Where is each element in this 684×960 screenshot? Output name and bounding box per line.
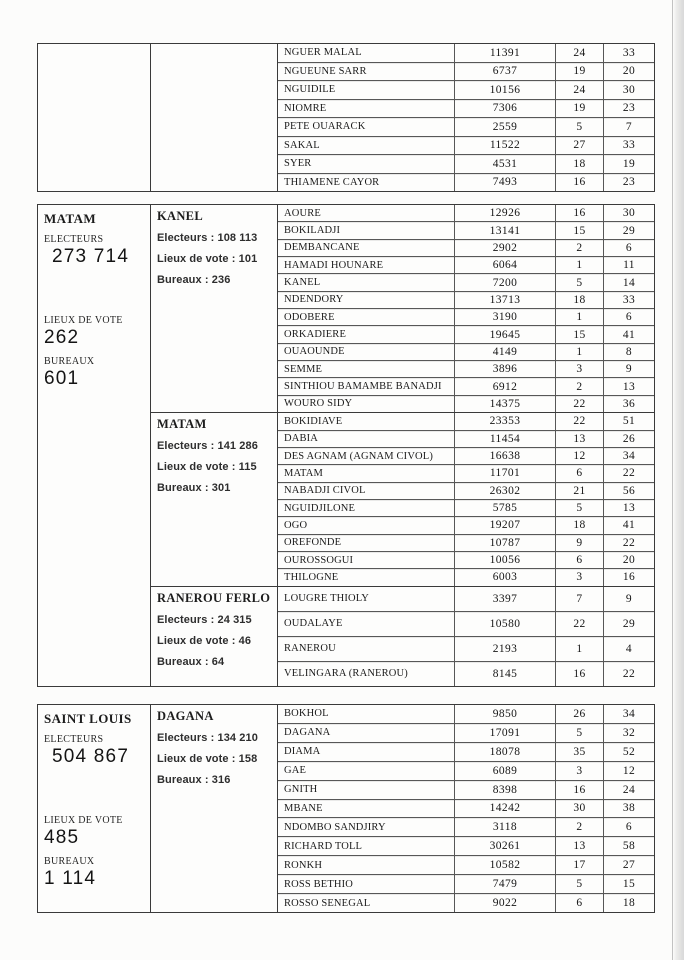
department-name: KANEL bbox=[157, 209, 203, 223]
lieux-de-vote-value: 16 bbox=[555, 174, 603, 192]
commune-row bbox=[278, 395, 654, 412]
department-detail-line: Lieux de vote : 115 bbox=[157, 461, 257, 474]
bureaux-value: 41 bbox=[603, 517, 654, 533]
electeurs-value: 11701 bbox=[454, 465, 555, 481]
commune-name: NGUER MALAL bbox=[284, 47, 362, 59]
lieux-de-vote-value: 1 bbox=[555, 344, 603, 360]
bureaux-value: 16 bbox=[603, 569, 654, 585]
lieux-de-vote-value: 2 bbox=[555, 240, 603, 256]
commune-name: DAGANA bbox=[284, 727, 331, 739]
bureaux-value: 14 bbox=[603, 274, 654, 290]
department-stack bbox=[151, 44, 654, 191]
commune-name: NDOMBO SANDJIRY bbox=[284, 821, 386, 833]
commune-name: VELINGARA (RANEROU) bbox=[284, 668, 408, 680]
table-block-matam bbox=[37, 204, 655, 687]
department-section bbox=[151, 705, 654, 912]
commune-name: NABADJI CIVOL bbox=[284, 485, 366, 497]
electeurs-value: 2559 bbox=[454, 118, 555, 136]
lieux-de-vote-value: 16 bbox=[555, 205, 603, 221]
lieux-de-vote-value: 3 bbox=[555, 361, 603, 377]
commune-row bbox=[278, 325, 654, 342]
bureaux-value: 24 bbox=[603, 781, 654, 799]
lieux-de-vote-value: 18 bbox=[555, 517, 603, 533]
commune-name: LOUGRE THIOLY bbox=[284, 593, 369, 605]
commune-name: RONKH bbox=[284, 859, 323, 871]
department-detail-line: Lieux de vote : 158 bbox=[157, 753, 258, 765]
commune-name: OREFONDE bbox=[284, 537, 342, 549]
commune-name: AOURE bbox=[284, 207, 321, 219]
department-info-cell bbox=[151, 413, 278, 585]
commune-row bbox=[278, 154, 654, 173]
commune-name: NGUIDILE bbox=[284, 84, 336, 96]
electeurs-value: 10156 bbox=[454, 81, 555, 99]
electeurs-value: 3397 bbox=[454, 587, 555, 611]
electeurs-value: 6003 bbox=[454, 569, 555, 585]
commune-row bbox=[278, 136, 654, 155]
lieux-de-vote-value: 15 bbox=[555, 222, 603, 238]
lieux-de-vote-value: 13 bbox=[555, 837, 603, 855]
department-detail-line: Electeurs : 134 210 bbox=[157, 732, 258, 744]
bureaux-value: 29 bbox=[603, 612, 654, 636]
bureaux-value: 22 bbox=[603, 662, 654, 686]
commune-row bbox=[278, 291, 654, 308]
bureaux-value: 51 bbox=[603, 413, 654, 429]
lieux-de-vote-value: 1 bbox=[555, 637, 603, 661]
commune-name: ORKADIERE bbox=[284, 329, 347, 341]
bureaux-value: 26 bbox=[603, 431, 654, 447]
commune-name: OUROSSOGUI bbox=[284, 554, 354, 566]
department-name: RANEROU FERLO bbox=[157, 590, 271, 605]
region-summary-cell bbox=[38, 205, 151, 686]
commune-row bbox=[278, 636, 654, 661]
lieux-de-vote-value: 27 bbox=[555, 137, 603, 155]
commune-name: HAMADI HOUNARE bbox=[284, 259, 384, 271]
department-detail-line: Bureaux : 301 bbox=[157, 482, 231, 495]
lieux-de-vote-value: 22 bbox=[555, 413, 603, 429]
commune-row bbox=[278, 447, 654, 464]
bureaux-value: 22 bbox=[603, 535, 654, 551]
region-summary-cell bbox=[38, 44, 151, 191]
electeurs-value: 10582 bbox=[454, 856, 555, 874]
lieux-de-vote-value: 16 bbox=[555, 781, 603, 799]
commune-row bbox=[278, 855, 654, 874]
commune-name: BOKHOL bbox=[284, 708, 329, 720]
department-detail-line: Electeurs : 108 113 bbox=[157, 232, 258, 244]
commune-name: WOURO SIDY bbox=[284, 398, 353, 410]
commune-name: BOKILADJI bbox=[284, 225, 341, 237]
lieux-de-vote-value: 5 bbox=[555, 274, 603, 290]
commune-row bbox=[278, 534, 654, 551]
electeurs-value: 26302 bbox=[454, 483, 555, 499]
department-detail-line: Lieux de vote : 101 bbox=[157, 253, 258, 265]
bureaux-value: 8 bbox=[603, 344, 654, 360]
bureaux-value: 4 bbox=[603, 637, 654, 661]
commune-name: SEMME bbox=[284, 363, 323, 375]
commune-name: MATAM bbox=[284, 467, 323, 479]
department-info-cell bbox=[151, 705, 278, 912]
commune-row bbox=[278, 705, 654, 723]
region-bureaux-label: BUREAUX bbox=[44, 856, 95, 867]
bureaux-value: 11 bbox=[603, 257, 654, 273]
commune-name: THILOGNE bbox=[284, 571, 339, 583]
region-lieux-value: 262 bbox=[44, 327, 80, 348]
bureaux-value: 56 bbox=[603, 483, 654, 499]
bureaux-value: 6 bbox=[603, 818, 654, 836]
region-name: MATAM bbox=[44, 211, 97, 226]
commune-row bbox=[278, 117, 654, 136]
lieux-de-vote-value: 22 bbox=[555, 612, 603, 636]
commune-row bbox=[278, 482, 654, 499]
electeurs-value: 14242 bbox=[454, 800, 555, 818]
bureaux-value: 52 bbox=[603, 743, 654, 761]
lieux-de-vote-value: 19 bbox=[555, 63, 603, 81]
region-bureaux-value: 601 bbox=[44, 368, 80, 389]
electeurs-value: 18078 bbox=[454, 743, 555, 761]
commune-row bbox=[278, 742, 654, 761]
electeurs-value: 7200 bbox=[454, 274, 555, 290]
department-info-cell bbox=[151, 205, 278, 412]
commune-row bbox=[278, 836, 654, 855]
commune-name: BOKIDIAVE bbox=[284, 415, 343, 427]
region-name: SAINT LOUIS bbox=[44, 711, 132, 726]
lieux-de-vote-value: 3 bbox=[555, 762, 603, 780]
lieux-de-vote-value: 12 bbox=[555, 448, 603, 464]
commune-row bbox=[278, 587, 654, 611]
lieux-de-vote-value: 3 bbox=[555, 569, 603, 585]
bureaux-value: 33 bbox=[603, 44, 654, 62]
electeurs-value: 2902 bbox=[454, 240, 555, 256]
bureaux-value: 13 bbox=[603, 378, 654, 394]
commune-name: SAKAL bbox=[284, 139, 320, 151]
bureaux-value: 18 bbox=[603, 894, 654, 912]
bureaux-value: 41 bbox=[603, 326, 654, 342]
commune-row bbox=[278, 464, 654, 481]
bureaux-value: 6 bbox=[603, 240, 654, 256]
electeurs-value: 11391 bbox=[454, 44, 555, 62]
commune-rows bbox=[278, 587, 654, 686]
department-section bbox=[151, 412, 654, 585]
department-stack bbox=[151, 205, 654, 686]
lieux-de-vote-value: 21 bbox=[555, 483, 603, 499]
commune-row bbox=[278, 239, 654, 256]
commune-name: NGUIDJILONE bbox=[284, 502, 356, 514]
electeurs-value: 16638 bbox=[454, 448, 555, 464]
commune-name: OGO bbox=[284, 519, 308, 531]
electeurs-value: 4531 bbox=[454, 155, 555, 173]
region-electeurs-value: 504 867 bbox=[52, 746, 130, 767]
bureaux-value: 27 bbox=[603, 856, 654, 874]
bureaux-value: 30 bbox=[603, 205, 654, 221]
department-stack bbox=[151, 705, 654, 912]
lieux-de-vote-value: 22 bbox=[555, 396, 603, 412]
lieux-de-vote-value: 6 bbox=[555, 465, 603, 481]
commune-name: GNITH bbox=[284, 784, 318, 796]
commune-name: PETE OUARACK bbox=[284, 121, 366, 133]
commune-row bbox=[278, 377, 654, 394]
electeurs-value: 9022 bbox=[454, 894, 555, 912]
commune-name: DABIA bbox=[284, 433, 318, 445]
bureaux-value: 34 bbox=[603, 705, 654, 723]
commune-row bbox=[278, 799, 654, 818]
commune-row bbox=[278, 893, 654, 912]
lieux-de-vote-value: 24 bbox=[555, 81, 603, 99]
commune-row bbox=[278, 205, 654, 221]
bureaux-value: 23 bbox=[603, 100, 654, 118]
electeurs-value: 23353 bbox=[454, 413, 555, 429]
commune-rows bbox=[278, 705, 654, 912]
lieux-de-vote-value: 2 bbox=[555, 378, 603, 394]
commune-row bbox=[278, 80, 654, 99]
commune-row bbox=[278, 221, 654, 238]
region-bureaux-value: 1 114 bbox=[44, 868, 97, 889]
electeurs-value: 12926 bbox=[454, 205, 555, 221]
department-detail-line: Electeurs : 24 315 bbox=[157, 613, 252, 626]
region-spacer bbox=[44, 268, 147, 308]
bureaux-value: 7 bbox=[603, 118, 654, 136]
commune-name: OUAOUNDE bbox=[284, 346, 345, 358]
commune-row bbox=[278, 273, 654, 290]
electeurs-value: 11454 bbox=[454, 431, 555, 447]
lieux-de-vote-value: 1 bbox=[555, 309, 603, 325]
region-lieux-label: LIEUX DE VOTE bbox=[44, 315, 123, 326]
bureaux-value: 58 bbox=[603, 837, 654, 855]
bureaux-value: 9 bbox=[603, 587, 654, 611]
commune-row bbox=[278, 874, 654, 893]
commune-name: ROSS BETHIO bbox=[284, 878, 354, 890]
bureaux-value: 9 bbox=[603, 361, 654, 377]
bureaux-value: 12 bbox=[603, 762, 654, 780]
commune-row bbox=[278, 661, 654, 686]
commune-rows bbox=[278, 205, 654, 412]
department-detail-line: Electeurs : 141 286 bbox=[157, 440, 258, 453]
commune-name: NGUEUNE SARR bbox=[284, 65, 367, 77]
commune-name: RICHARD TOLL bbox=[284, 840, 363, 852]
commune-row bbox=[278, 343, 654, 360]
bureaux-value: 33 bbox=[603, 137, 654, 155]
commune-row bbox=[278, 761, 654, 780]
lieux-de-vote-value: 18 bbox=[555, 155, 603, 173]
electeurs-value: 4149 bbox=[454, 344, 555, 360]
bureaux-value: 30 bbox=[603, 81, 654, 99]
lieux-de-vote-value: 24 bbox=[555, 44, 603, 62]
department-detail-line: Lieux de vote : 46 bbox=[157, 634, 252, 647]
commune-name: GAE bbox=[284, 765, 307, 777]
lieux-de-vote-value: 15 bbox=[555, 326, 603, 342]
lieux-de-vote-value: 2 bbox=[555, 818, 603, 836]
commune-name: SINTHIOU BAMAMBE BANADJI bbox=[284, 381, 442, 393]
lieux-de-vote-value: 17 bbox=[555, 856, 603, 874]
commune-row bbox=[278, 780, 654, 799]
lieux-de-vote-value: 13 bbox=[555, 431, 603, 447]
department-section bbox=[151, 44, 654, 191]
department-info-cell bbox=[151, 587, 278, 686]
electeurs-value: 5785 bbox=[454, 500, 555, 516]
electeurs-value: 9850 bbox=[454, 705, 555, 723]
department-section bbox=[151, 205, 654, 412]
commune-name: ROSSO SENEGAL bbox=[284, 897, 371, 909]
department-detail-line: Bureaux : 64 bbox=[157, 655, 225, 668]
lieux-de-vote-value: 16 bbox=[555, 662, 603, 686]
electeurs-value: 30261 bbox=[454, 837, 555, 855]
region-bureaux-label: BUREAUX bbox=[44, 356, 95, 367]
commune-row bbox=[278, 499, 654, 516]
commune-row bbox=[278, 551, 654, 568]
electeurs-value: 8145 bbox=[454, 662, 555, 686]
commune-row bbox=[278, 256, 654, 273]
electeurs-value: 13141 bbox=[454, 222, 555, 238]
lieux-de-vote-value: 7 bbox=[555, 587, 603, 611]
electeurs-value: 3896 bbox=[454, 361, 555, 377]
bureaux-value: 22 bbox=[603, 465, 654, 481]
commune-name: DIAMA bbox=[284, 746, 321, 758]
electeurs-value: 6912 bbox=[454, 378, 555, 394]
lieux-de-vote-value: 35 bbox=[555, 743, 603, 761]
bureaux-value: 20 bbox=[603, 552, 654, 568]
commune-name: DES AGNAM (AGNAM CIVOL) bbox=[284, 450, 433, 462]
bureaux-value: 13 bbox=[603, 500, 654, 516]
table-block-continuation bbox=[37, 43, 655, 192]
lieux-de-vote-value: 5 bbox=[555, 724, 603, 742]
bureaux-value: 23 bbox=[603, 174, 654, 192]
lieux-de-vote-value: 6 bbox=[555, 552, 603, 568]
commune-rows bbox=[278, 44, 654, 191]
electeurs-value: 19207 bbox=[454, 517, 555, 533]
lieux-de-vote-value: 5 bbox=[555, 500, 603, 516]
commune-row bbox=[278, 723, 654, 742]
bureaux-value: 34 bbox=[603, 448, 654, 464]
department-detail-line: Bureaux : 236 bbox=[157, 274, 231, 286]
electeurs-value: 17091 bbox=[454, 724, 555, 742]
commune-row bbox=[278, 611, 654, 636]
commune-row bbox=[278, 99, 654, 118]
lieux-de-vote-value: 1 bbox=[555, 257, 603, 273]
lieux-de-vote-value: 6 bbox=[555, 894, 603, 912]
bureaux-value: 19 bbox=[603, 155, 654, 173]
electeurs-value: 2193 bbox=[454, 637, 555, 661]
bureaux-value: 6 bbox=[603, 309, 654, 325]
bureaux-value: 33 bbox=[603, 292, 654, 308]
electeurs-value: 7479 bbox=[454, 875, 555, 893]
electeurs-value: 10580 bbox=[454, 612, 555, 636]
table-block-saint-louis bbox=[37, 704, 655, 913]
electeurs-value: 6064 bbox=[454, 257, 555, 273]
commune-name: THIAMENE CAYOR bbox=[284, 176, 380, 188]
region-electeurs-label: ELECTEURS bbox=[44, 734, 104, 745]
department-name: MATAM bbox=[157, 417, 207, 432]
bureaux-value: 32 bbox=[603, 724, 654, 742]
bureaux-value: 38 bbox=[603, 800, 654, 818]
electeurs-value: 10787 bbox=[454, 535, 555, 551]
electeurs-value: 3190 bbox=[454, 309, 555, 325]
bureaux-value: 36 bbox=[603, 396, 654, 412]
region-lieux-label: LIEUX DE VOTE bbox=[44, 815, 123, 826]
commune-rows bbox=[278, 413, 654, 585]
commune-row bbox=[278, 44, 654, 62]
electeurs-value: 11522 bbox=[454, 137, 555, 155]
electeurs-value: 19645 bbox=[454, 326, 555, 342]
bureaux-value: 20 bbox=[603, 63, 654, 81]
commune-row bbox=[278, 516, 654, 533]
commune-row bbox=[278, 568, 654, 585]
commune-name: KANEL bbox=[284, 277, 321, 289]
commune-name: RANEROU bbox=[284, 643, 336, 655]
lieux-de-vote-value: 5 bbox=[555, 875, 603, 893]
bureaux-value: 15 bbox=[603, 875, 654, 893]
department-info-cell bbox=[151, 44, 278, 191]
electeurs-value: 3118 bbox=[454, 818, 555, 836]
region-electeurs-label: ELECTEURS bbox=[44, 234, 104, 245]
commune-row bbox=[278, 817, 654, 836]
commune-row bbox=[278, 308, 654, 325]
electeurs-value: 6089 bbox=[454, 762, 555, 780]
department-name: DAGANA bbox=[157, 709, 214, 723]
commune-name: OUDALAYE bbox=[284, 618, 343, 630]
commune-row bbox=[278, 360, 654, 377]
commune-name: NDENDORY bbox=[284, 294, 344, 306]
electeurs-value: 6737 bbox=[454, 63, 555, 81]
lieux-de-vote-value: 26 bbox=[555, 705, 603, 723]
electeurs-value: 10056 bbox=[454, 552, 555, 568]
department-section bbox=[151, 586, 654, 686]
lieux-de-vote-value: 19 bbox=[555, 100, 603, 118]
region-lieux-value: 485 bbox=[44, 827, 80, 848]
electeurs-value: 8398 bbox=[454, 781, 555, 799]
commune-name: SYER bbox=[284, 158, 312, 170]
commune-name: DEMBANCANE bbox=[284, 242, 360, 254]
page-edge-shadow bbox=[672, 0, 684, 960]
electeurs-value: 7493 bbox=[454, 174, 555, 192]
commune-row bbox=[278, 413, 654, 429]
commune-name: MBANE bbox=[284, 802, 323, 814]
electeurs-value: 7306 bbox=[454, 100, 555, 118]
region-spacer bbox=[44, 768, 147, 808]
commune-name: ODOBERE bbox=[284, 311, 335, 323]
lieux-de-vote-value: 18 bbox=[555, 292, 603, 308]
lieux-de-vote-value: 5 bbox=[555, 118, 603, 136]
commune-name: NIOMRE bbox=[284, 102, 327, 114]
commune-row bbox=[278, 62, 654, 81]
electeurs-value: 13713 bbox=[454, 292, 555, 308]
commune-row bbox=[278, 173, 654, 192]
department-detail-line: Bureaux : 316 bbox=[157, 774, 231, 786]
lieux-de-vote-value: 9 bbox=[555, 535, 603, 551]
commune-row bbox=[278, 430, 654, 447]
region-electeurs-value: 273 714 bbox=[52, 246, 130, 267]
bureaux-value: 29 bbox=[603, 222, 654, 238]
lieux-de-vote-value: 30 bbox=[555, 800, 603, 818]
region-summary-cell bbox=[38, 705, 151, 912]
electeurs-value: 14375 bbox=[454, 396, 555, 412]
